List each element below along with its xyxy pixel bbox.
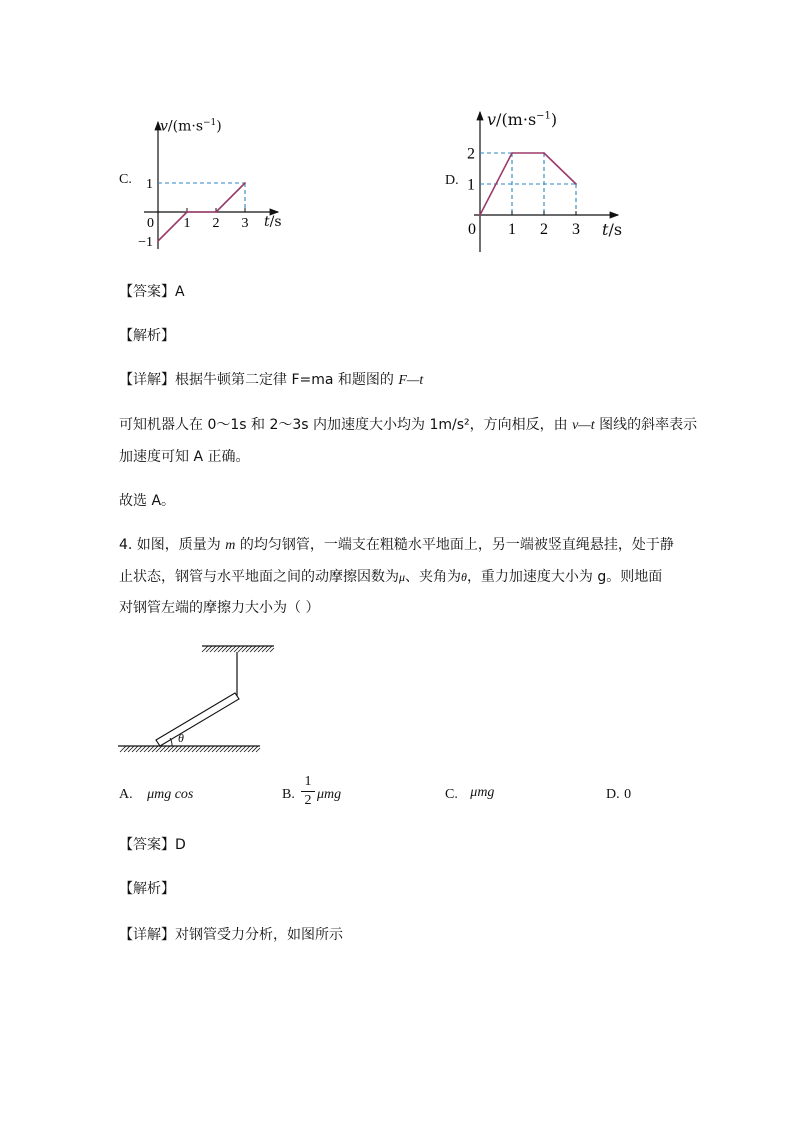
detail-1-line-2: 可知机器人在 0～1s 和 2～3s 内加速度大小均为 1m/s²，方向相反，由 v—t 图线的斜率表示 — [119, 417, 698, 433]
answer-1 — [119, 285, 185, 299]
option-d — [606, 786, 631, 803]
pipe-figure — [118, 640, 298, 760]
detail-1-math: F—t — [398, 373, 424, 388]
conclusion-1: 故选 A。 — [119, 493, 176, 509]
question-4-line-2: 止状态，钢管与水平地面之间的动摩擦因数为μ、夹角为θ，重力加速度大小为 g。则地面 — [119, 569, 663, 585]
fraction-denominator: 2 — [304, 793, 312, 808]
chart-d-x-tick-label: 3 — [572, 221, 580, 238]
ceiling-hatch — [202, 646, 274, 652]
chart-c-data-point — [186, 211, 188, 213]
option-c-text: μmg — [470, 785, 495, 800]
option-c-label: C. — [119, 172, 132, 187]
chart-d-data-point — [543, 152, 545, 154]
detail-2-label: 【详解】 — [119, 927, 175, 943]
option-a-label: A. — [119, 787, 133, 802]
chart-c-x-tick-label: 3 — [241, 216, 249, 231]
question-4-line-1: 4. 如图，质量为 m 的均匀钢管，一端支在粗糙水平地面上，另一端被竖直绳悬挂，处于静 — [119, 537, 674, 553]
question-4-line-3: 对钢管左端的摩擦力大小为（ ） — [119, 600, 320, 616]
option-a-text: μmg cos — [147, 787, 194, 802]
option-a — [119, 786, 193, 803]
option-b-text: μmg — [317, 787, 342, 802]
chart-c-data-point — [215, 211, 217, 213]
detail-2 — [119, 928, 343, 942]
option-c-label-text: C. — [445, 787, 458, 802]
chart-c-y-tick-label: −1 — [138, 234, 153, 250]
option-d-label-text: D. — [606, 787, 620, 802]
chart-d-series-segment — [544, 153, 576, 184]
chart-d-origin-label: 0 — [468, 221, 476, 238]
chart-d-series-segment — [480, 153, 512, 215]
chart-d-ylabel: $v/(m\cdot s^{-1})$ — [487, 110, 558, 129]
option-b-label: B. — [282, 787, 295, 802]
option-b-fraction — [301, 774, 315, 809]
chart-d-data-point — [575, 183, 577, 185]
detail-1 — [119, 373, 423, 388]
answer-2 — [119, 838, 186, 852]
chart-d-xlabel: t/s — [602, 220, 623, 239]
answer-1-label: 【答案】 — [119, 284, 175, 300]
chart-c-y-tick-label: 1 — [146, 176, 153, 192]
chart-c-x-tick-label: 2 — [212, 216, 220, 231]
answer-2-value: D — [175, 837, 186, 853]
option-d-text: 0 — [624, 787, 632, 802]
analysis-2-label: 【解析】 — [119, 881, 175, 897]
option-d-label: D. — [445, 173, 459, 188]
chart-d-data-point — [511, 152, 513, 154]
chart-c-x-tick-label: 1 — [183, 216, 191, 231]
detail-1-line-3: 加速度可知 A 正确。 — [119, 449, 250, 465]
chart-c-data-point — [244, 182, 246, 184]
answer-1-value: A — [175, 284, 185, 300]
chart-c-ylabel: $v/(m\cdot s^{-1})$ — [160, 118, 222, 135]
fraction-numerator: 1 — [304, 774, 312, 789]
ground-hatch — [120, 746, 260, 752]
answer-2-label: 【答案】 — [119, 837, 175, 853]
detail-1-text: 根据牛顿第二定律 F=ma 和题图的 — [175, 372, 399, 388]
chart-c-data-point — [157, 240, 159, 242]
analysis-1-label: 【解析】 — [119, 328, 175, 344]
detail-2-text: 对钢管受力分析，如图所示 — [175, 927, 343, 943]
chart-d-x-tick-label: 1 — [508, 221, 516, 238]
chart-c-series-segment — [216, 183, 245, 212]
chart-c-origin-label: 0 — [147, 216, 154, 231]
chart-c-xlabel: t/s — [264, 214, 282, 230]
option-c — [445, 786, 494, 803]
chart-d-x-tick-label: 2 — [540, 221, 548, 238]
option-b — [282, 786, 295, 803]
chart-d-data-point — [479, 214, 481, 216]
steel-pipe — [156, 693, 239, 746]
detail-1-label: 【详解】 — [119, 372, 175, 388]
chart-d-y-tick-label: 2 — [467, 145, 475, 163]
angle-theta-label: θ — [178, 731, 184, 745]
chart-d-y-tick-label: 1 — [467, 176, 475, 194]
